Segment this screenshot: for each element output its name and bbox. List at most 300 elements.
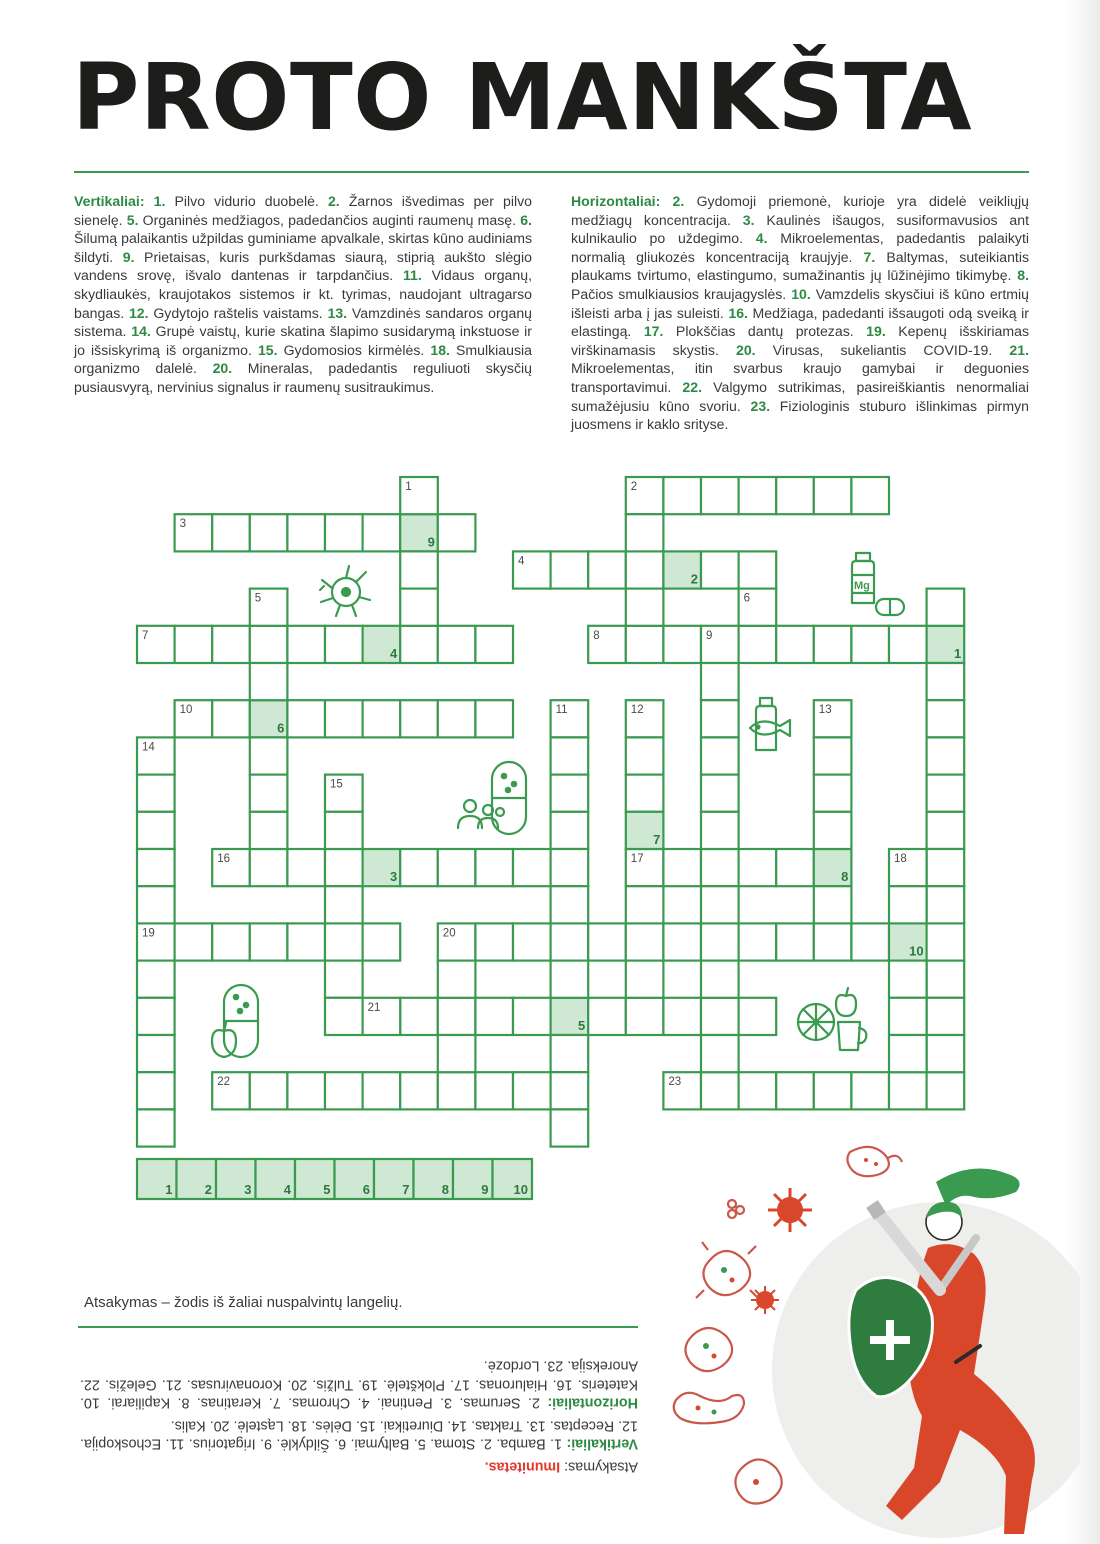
crossword-cell[interactable] xyxy=(250,923,288,960)
clue-number: 21. xyxy=(1009,341,1029,358)
clues-label: Vertikaliai: xyxy=(74,193,145,209)
clue-number: 20. xyxy=(736,341,756,358)
answers-upside-down xyxy=(80,1352,638,1476)
answers-across: Horizontaliai: 2. Serumas. 3. Pentinai. 4. Chromas. 7. Keratinas. 8. Kapiliarai. 10. Kateteris. 16. Hialuronas. 17. Plokštelė. 19. Tulžis. 20. Koronavirusas. 21. Geležis. 22. Anoreksija. 23. Lordozė. xyxy=(80,1357,638,1411)
crossword-cell[interactable] xyxy=(927,663,965,700)
crossword-cell[interactable] xyxy=(250,514,288,551)
crossword-cell[interactable] xyxy=(287,1072,325,1109)
clue-text: Pilvo vidurio duobelė. xyxy=(165,193,319,209)
crossword-cell[interactable] xyxy=(663,998,701,1035)
title-divider xyxy=(74,171,1029,173)
crossword-cell[interactable] xyxy=(927,1035,965,1072)
crossword-cell[interactable] xyxy=(701,1072,739,1109)
answer-cell[interactable] xyxy=(137,1159,177,1199)
clue-number: 2. xyxy=(672,193,685,209)
clue-text: Smulkiausia organizmo dalelė. xyxy=(74,341,532,377)
crossword-cell[interactable] xyxy=(701,961,739,998)
crossword-cell[interactable] xyxy=(927,961,965,998)
crossword-cell[interactable] xyxy=(325,1072,363,1109)
clue-text: Grupė vaistų, kurie skatina šlapimo susidarymą inkstuose ir jo išsiskyrimą iš organizmo. xyxy=(74,323,533,358)
clue-text: Valgymo sutrikimas, pasireiškiantis nenormaliai sumažėjusiu kūno svoriu. xyxy=(571,378,1030,414)
crossword-cell[interactable] xyxy=(438,998,476,1035)
crossword-cell[interactable] xyxy=(927,998,965,1035)
answer-cell[interactable] xyxy=(453,1159,493,1199)
hint-divider xyxy=(78,1326,638,1328)
clue-text: Pačios smulkiausios kraujagyslės. xyxy=(571,285,787,302)
answer-cell[interactable] xyxy=(295,1159,335,1199)
crossword-cell[interactable] xyxy=(663,551,701,588)
crossword-cell[interactable] xyxy=(325,923,363,960)
crossword-cell[interactable] xyxy=(889,1072,927,1109)
clue-text: Virusas, sukeliantis COVID-19. xyxy=(755,341,993,358)
answer-cell-number: 10 xyxy=(513,1182,528,1197)
crossword-cell[interactable] xyxy=(701,812,739,849)
answer-cell-number: 6 xyxy=(362,1182,370,1197)
crossword-cell[interactable] xyxy=(363,923,401,960)
crossword-cell[interactable] xyxy=(739,551,777,588)
key-letter-mark: 1 xyxy=(953,646,962,661)
clue-number: 1. xyxy=(153,193,166,209)
answer-cell[interactable] xyxy=(374,1159,414,1199)
crossword-cell[interactable] xyxy=(137,998,175,1035)
clue-text: Gydytojo raštelis vaistams. xyxy=(148,304,323,321)
crossword-cell[interactable] xyxy=(137,812,175,849)
crossword-cell[interactable] xyxy=(250,812,288,849)
clue-text: Kepenų išskiriamas virškinamasis skystis. xyxy=(571,323,1030,358)
crossword-cell[interactable] xyxy=(889,626,927,663)
crossword-cell[interactable] xyxy=(212,700,250,737)
crossword-cell[interactable] xyxy=(889,923,927,960)
crossword-cell[interactable] xyxy=(250,775,288,812)
clue-number-label: 6 xyxy=(743,592,751,605)
crossword-cell[interactable] xyxy=(137,961,175,998)
clue-number-label: 2 xyxy=(630,481,638,493)
crossword-cell[interactable] xyxy=(137,849,175,886)
clue-number-label: 21 xyxy=(367,1001,381,1014)
crossword-cell[interactable] xyxy=(588,626,626,663)
answer-key-line: Atsakymas: Imunitetas. xyxy=(484,1458,638,1475)
crossword-cell[interactable] xyxy=(776,477,814,514)
clues-down xyxy=(74,192,532,397)
crossword-cell[interactable] xyxy=(400,849,438,886)
key-letter-mark: 9 xyxy=(427,534,435,550)
crossword-cell[interactable] xyxy=(626,849,664,886)
clue-number-label: 15 xyxy=(330,778,343,791)
crossword-cell[interactable] xyxy=(137,923,175,960)
clue-number: 2. xyxy=(327,193,340,209)
crossword-cell[interactable] xyxy=(889,849,927,886)
answer-cell-number: 4 xyxy=(283,1182,291,1197)
clue-number-label: 16 xyxy=(217,853,230,865)
clue-text: Mikroelementas, itin svarbus kraujo gamybai ir deguonies transportavimui. xyxy=(571,360,1029,395)
crossword-cell[interactable] xyxy=(889,886,927,923)
crossword-cell[interactable] xyxy=(701,923,739,960)
clue-text: Baltymas, suteikiantis plaukams tvirtumo, elastingumo, sumažinantis jų lūžinėjimo tikimybę. xyxy=(571,248,1030,284)
crossword-cell[interactable] xyxy=(551,998,589,1035)
crossword-cell[interactable] xyxy=(475,700,513,737)
clue-text: Organinės medžiagos, padedančios auginti raumenų masę. xyxy=(138,211,517,228)
crossword-cell[interactable] xyxy=(250,626,288,663)
clue-number: 23. xyxy=(750,397,771,414)
answer-cell-number: 3 xyxy=(244,1182,252,1197)
crossword-cell[interactable] xyxy=(776,923,814,960)
fish-oil-icon xyxy=(750,698,790,750)
crossword-cell[interactable] xyxy=(400,1072,438,1109)
crossword-cell[interactable] xyxy=(137,886,175,923)
crossword-cell[interactable] xyxy=(137,1035,175,1072)
crossword-cell[interactable] xyxy=(814,477,852,514)
crossword-cell[interactable] xyxy=(175,514,213,551)
clue-number: 11. xyxy=(402,267,422,284)
crossword-cell[interactable] xyxy=(889,1035,927,1072)
clue-number: 16. xyxy=(728,304,748,321)
crossword-cell[interactable] xyxy=(626,551,664,588)
crossword-cell[interactable] xyxy=(475,1072,513,1109)
crossword-cell[interactable] xyxy=(551,1035,589,1072)
crossword-cell[interactable] xyxy=(137,1109,175,1146)
clue-number-label: 11 xyxy=(555,704,568,717)
key-letter-mark: 10 xyxy=(909,943,924,959)
crossword-cell[interactable] xyxy=(626,961,664,998)
answer-cell[interactable] xyxy=(493,1159,533,1199)
crossword-cell[interactable] xyxy=(325,514,363,551)
crossword-cell[interactable] xyxy=(400,477,438,514)
crossword-cell[interactable] xyxy=(701,477,739,514)
crossword-cell[interactable] xyxy=(626,514,664,551)
clue-number: 20. xyxy=(212,360,233,377)
crossword-cell[interactable] xyxy=(438,1035,476,1072)
crossword-cell[interactable] xyxy=(701,700,739,737)
clue-text: Kaulinės išaugos, susiformavusios ant kulnikaulio po uždegimo. xyxy=(571,211,1029,247)
crossword-cell[interactable] xyxy=(701,849,739,886)
clue-number-label: 10 xyxy=(179,704,193,717)
key-letter-mark: 2 xyxy=(690,571,698,587)
crossword-cell[interactable] xyxy=(250,1072,288,1109)
crossword-cell[interactable] xyxy=(325,849,363,886)
crossword-cell[interactable] xyxy=(551,1072,589,1109)
clue-text: Mineralas, padedantis reguliuoti skysčių pusiausvyrą, nervinius signalus ir raumenų susitraukimus. xyxy=(74,360,532,395)
crossword-cell[interactable] xyxy=(927,1072,965,1109)
crossword-cell[interactable] xyxy=(400,514,438,551)
crossword-cell[interactable] xyxy=(626,700,664,737)
crossword-cell[interactable] xyxy=(663,626,701,663)
crossword-cell[interactable] xyxy=(137,626,175,663)
crossword-cell[interactable] xyxy=(287,626,325,663)
crossword-cell[interactable] xyxy=(626,812,664,849)
crossword-cell[interactable] xyxy=(814,923,852,960)
crossword-cell[interactable] xyxy=(137,775,175,812)
crossword-cell[interactable] xyxy=(250,663,288,700)
family-pill-icon xyxy=(458,762,526,834)
answer-cell[interactable] xyxy=(335,1159,375,1199)
crossword-cell[interactable] xyxy=(739,849,777,886)
crossword-cell[interactable] xyxy=(588,923,626,960)
clue-number: 18. xyxy=(430,341,450,358)
crossword-cell[interactable] xyxy=(814,737,852,774)
key-letter-mark: 5 xyxy=(577,1018,586,1033)
clue-number: 14. xyxy=(131,323,151,340)
clue-text: Fiziologinis stuburo išlinkimas pirmyn juosmens ir kaklo srityse. xyxy=(571,397,1029,433)
crossword-cell[interactable] xyxy=(175,626,213,663)
crossword-cell[interactable] xyxy=(663,477,701,514)
crossword-cell[interactable] xyxy=(927,700,965,737)
clue-text: Vamzdelis skysčiui iš kūno ertmių išleisti arba į jas suleisti. xyxy=(571,285,1029,321)
clue-text: Vidaus organų, skydliaukės, kraujotakos sistemos ir kt. tyrimas, naudojant ultragarso bangas. xyxy=(74,267,532,321)
crossword-cell[interactable] xyxy=(475,626,513,663)
answer-cell-number: 9 xyxy=(481,1182,489,1197)
crossword-cell[interactable] xyxy=(363,998,401,1035)
clue-number-label: 5 xyxy=(254,592,262,605)
answer-cell-number: 7 xyxy=(402,1182,410,1197)
crossword-cell[interactable] xyxy=(927,626,965,663)
crossword-cell[interactable] xyxy=(212,849,250,886)
clues-across xyxy=(571,192,1029,434)
crossword-cell[interactable] xyxy=(927,812,965,849)
crossword-cell[interactable] xyxy=(739,477,777,514)
crossword-cell[interactable] xyxy=(626,589,664,626)
crossword-cell[interactable] xyxy=(438,514,476,551)
answer-cell[interactable] xyxy=(414,1159,454,1199)
crossword-cell[interactable] xyxy=(513,923,551,960)
crossword-cell[interactable] xyxy=(851,477,889,514)
crossword-cell[interactable] xyxy=(212,923,250,960)
crossword-cell[interactable] xyxy=(175,923,213,960)
clue-number: 15. xyxy=(257,341,278,358)
answer-cell[interactable] xyxy=(177,1159,217,1199)
crossword-cell[interactable] xyxy=(212,514,250,551)
key-letter-mark: 7 xyxy=(653,832,661,847)
crossword-cell[interactable] xyxy=(363,626,401,663)
crossword-cell[interactable] xyxy=(851,923,889,960)
clue-number-label: 1 xyxy=(405,481,412,493)
crossword-cell[interactable] xyxy=(701,737,739,774)
answer-cell-number: 1 xyxy=(165,1182,173,1197)
crossword-cell[interactable] xyxy=(400,551,438,588)
crossword-cell[interactable] xyxy=(739,589,777,626)
crossword-cell[interactable] xyxy=(701,663,739,700)
crossword-cell[interactable] xyxy=(250,737,288,774)
clue-number-label: 23 xyxy=(668,1076,682,1089)
crossword-cell[interactable] xyxy=(325,961,363,998)
crossword-cell[interactable] xyxy=(739,923,777,960)
crossword-cell[interactable] xyxy=(851,1072,889,1109)
crossword-cell[interactable] xyxy=(212,626,250,663)
crossword-cell[interactable] xyxy=(250,849,288,886)
hero-shield-illustration xyxy=(640,1130,1080,1544)
clues-label: Horizontaliai: xyxy=(571,193,661,209)
clue-number: 17. xyxy=(643,323,664,340)
crossword-cell[interactable] xyxy=(513,1072,551,1109)
crossword-cell[interactable] xyxy=(814,886,852,923)
crossword-cell[interactable] xyxy=(551,737,589,774)
crossword-cell[interactable] xyxy=(400,998,438,1035)
answer-cell-number: 2 xyxy=(204,1182,212,1197)
mg-bottle-icon xyxy=(852,553,904,615)
crossword-cell[interactable] xyxy=(701,998,739,1035)
clue-text: Šilumą palaikantis užpildas guminiame apvalkale, skirtas kūno audiniams šildyti. xyxy=(74,230,532,265)
crossword-cell[interactable] xyxy=(701,626,739,663)
crossword-cell[interactable] xyxy=(626,886,664,923)
crossword-cell[interactable] xyxy=(814,626,852,663)
crossword-cell[interactable] xyxy=(927,886,965,923)
key-letter-mark: 4 xyxy=(389,646,398,661)
clue-number: 4. xyxy=(755,230,768,247)
crossword-cell[interactable] xyxy=(513,998,551,1035)
clue-number: 12. xyxy=(128,304,149,321)
crossword-cell[interactable] xyxy=(363,1072,401,1109)
crossword-cell[interactable] xyxy=(137,1072,175,1109)
crossword-cell[interactable] xyxy=(250,700,288,737)
page-title: PROTO MANKŠTA xyxy=(72,44,973,151)
crossword-cell[interactable] xyxy=(814,812,852,849)
crossword-cell[interactable] xyxy=(438,923,476,960)
crossword-cell[interactable] xyxy=(250,589,288,626)
clue-number-label: 17 xyxy=(630,853,644,865)
clue-number-label: 22 xyxy=(217,1076,230,1089)
crossword-cell[interactable] xyxy=(814,775,852,812)
crossword-cell[interactable] xyxy=(626,737,664,774)
crossword-cell[interactable] xyxy=(325,886,363,923)
crossword-cell[interactable] xyxy=(551,775,589,812)
clue-text: Žarnos išvedimas per pilvo sienelę. xyxy=(74,193,533,228)
clue-number-label: 14 xyxy=(142,741,155,754)
crossword-cell[interactable] xyxy=(927,923,965,960)
cell-icon xyxy=(320,566,370,616)
crossword-cell[interactable] xyxy=(475,849,513,886)
crossword-cell[interactable] xyxy=(551,551,589,588)
crossword-cell[interactable] xyxy=(438,700,476,737)
crossword-cell[interactable] xyxy=(287,700,325,737)
crossword-cell[interactable] xyxy=(287,923,325,960)
clue-number: 8. xyxy=(1017,267,1030,284)
clue-number-label: 9 xyxy=(706,629,713,642)
clue-number: 9. xyxy=(122,248,135,265)
answer-cell[interactable] xyxy=(216,1159,256,1199)
crossword-cell[interactable] xyxy=(626,477,664,514)
clue-text: Medžiaga, padedanti išsaugoti odą sveiką ir elastingą. xyxy=(571,304,1029,340)
crossword-cell[interactable] xyxy=(889,961,927,998)
crossword-cell[interactable] xyxy=(701,1035,739,1072)
key-letter-mark: 3 xyxy=(389,869,398,885)
crossword-cell[interactable] xyxy=(325,700,363,737)
clue-number: 6. xyxy=(520,211,532,228)
crossword-cell[interactable] xyxy=(626,626,664,663)
crossword-cell[interactable] xyxy=(927,849,965,886)
clue-number-label: 8 xyxy=(593,629,600,642)
crossword-cell[interactable] xyxy=(475,923,513,960)
crossword-cell[interactable] xyxy=(588,998,626,1035)
crossword-cell[interactable] xyxy=(551,961,589,998)
crossword-cell[interactable] xyxy=(438,1072,476,1109)
crossword-cell[interactable] xyxy=(287,514,325,551)
clue-number-label: 20 xyxy=(442,927,456,940)
crossword-cell[interactable] xyxy=(776,626,814,663)
clue-text: Gydomosios kirmėlės. xyxy=(277,341,425,358)
crossword-cell[interactable] xyxy=(551,923,589,960)
crossword-cell[interactable] xyxy=(663,849,701,886)
answer-key-word: Imunitetas. xyxy=(484,1458,561,1475)
svg-text:Mg: Mg xyxy=(854,580,870,592)
answer-cell-number: 8 xyxy=(441,1182,449,1197)
crossword-cell[interactable] xyxy=(175,700,213,737)
crossword-cell[interactable] xyxy=(551,700,589,737)
pill-apple-icon xyxy=(212,985,258,1057)
crossword-cell[interactable] xyxy=(551,886,589,923)
crossword-cell[interactable] xyxy=(927,737,965,774)
crossword-cell[interactable] xyxy=(739,626,777,663)
answers-down: Vertikaliai: 1. Bamba. 2. Stoma. 5. Baltymai. 6. Šildyklė. 9. Irigatorius. 11. Echoskopija. 12. Receptas. 13. Traktas. 14. Diuretikai. 15. Dėlės. 18. Ląstelė. 20. Kalis. xyxy=(80,1417,638,1452)
crossword-cell[interactable] xyxy=(889,998,927,1035)
clue-number-label: 3 xyxy=(179,518,187,531)
crossword-cell[interactable] xyxy=(438,626,476,663)
crossword-cell[interactable] xyxy=(325,998,363,1035)
crossword-cell[interactable] xyxy=(701,775,739,812)
key-letter-mark: 6 xyxy=(277,720,285,736)
crossword-cell[interactable] xyxy=(137,737,175,774)
crossword-cell[interactable] xyxy=(739,1072,777,1109)
crossword-cell[interactable] xyxy=(438,961,476,998)
crossword-cell[interactable] xyxy=(776,1072,814,1109)
crossword-cell[interactable] xyxy=(814,1072,852,1109)
clue-number-label: 19 xyxy=(142,927,155,940)
crossword-cell[interactable] xyxy=(400,626,438,663)
clue-text: Prietaisas, kuris purkšdamas siaurą, stiprią aukšto slėgio vandens srovę, išvalo dantenas ir tarpdančius. xyxy=(74,248,532,284)
crossword-cell[interactable] xyxy=(363,514,401,551)
crossword-cell[interactable] xyxy=(776,849,814,886)
crossword-cell[interactable] xyxy=(701,886,739,923)
key-letter-mark: 8 xyxy=(841,869,849,885)
crossword-cell[interactable] xyxy=(551,849,589,886)
clue-text: Vamzdinės sandaros organų sistema. xyxy=(74,304,532,340)
crossword-cell[interactable] xyxy=(701,551,739,588)
crossword-cell[interactable] xyxy=(325,812,363,849)
crossword-cell[interactable] xyxy=(927,775,965,812)
crossword-cell[interactable] xyxy=(626,923,664,960)
crossword-cell[interactable] xyxy=(363,700,401,737)
crossword-cell[interactable] xyxy=(551,812,589,849)
clue-number: 5. xyxy=(126,211,139,228)
crossword-cell[interactable] xyxy=(739,998,777,1035)
crossword-cell[interactable] xyxy=(851,626,889,663)
crossword-cell[interactable] xyxy=(438,849,476,886)
crossword-cell[interactable] xyxy=(588,551,626,588)
crossword-cell[interactable] xyxy=(287,849,325,886)
crossword-cell[interactable] xyxy=(400,700,438,737)
crossword-cell[interactable] xyxy=(325,775,363,812)
crossword-cell[interactable] xyxy=(212,1072,250,1109)
crossword-cell[interactable] xyxy=(551,1109,589,1146)
crossword-cell[interactable] xyxy=(475,998,513,1035)
crossword-cell[interactable] xyxy=(363,849,401,886)
clue-number-label: 12 xyxy=(630,704,644,717)
clue-number: 7. xyxy=(863,248,876,265)
crossword-cell[interactable] xyxy=(663,923,701,960)
crossword-cell[interactable] xyxy=(626,775,664,812)
crossword-cell[interactable] xyxy=(513,551,551,588)
clue-text: Gydomoji priemonė, kurioje yra didelė veikliųjų medžiagų koncentracija. xyxy=(571,193,1029,228)
answer-cell[interactable] xyxy=(256,1159,296,1199)
crossword-cell[interactable] xyxy=(814,700,852,737)
crossword-cell[interactable] xyxy=(663,1072,701,1109)
crossword-cell[interactable] xyxy=(400,589,438,626)
crossword-cell[interactable] xyxy=(513,849,551,886)
crossword-cell[interactable] xyxy=(927,589,965,626)
crossword-cell[interactable] xyxy=(814,849,852,886)
clue-number: 22. xyxy=(682,378,702,395)
crossword-cell[interactable] xyxy=(325,626,363,663)
clue-number-label: 18 xyxy=(894,853,907,865)
crossword-cell[interactable] xyxy=(626,998,664,1035)
